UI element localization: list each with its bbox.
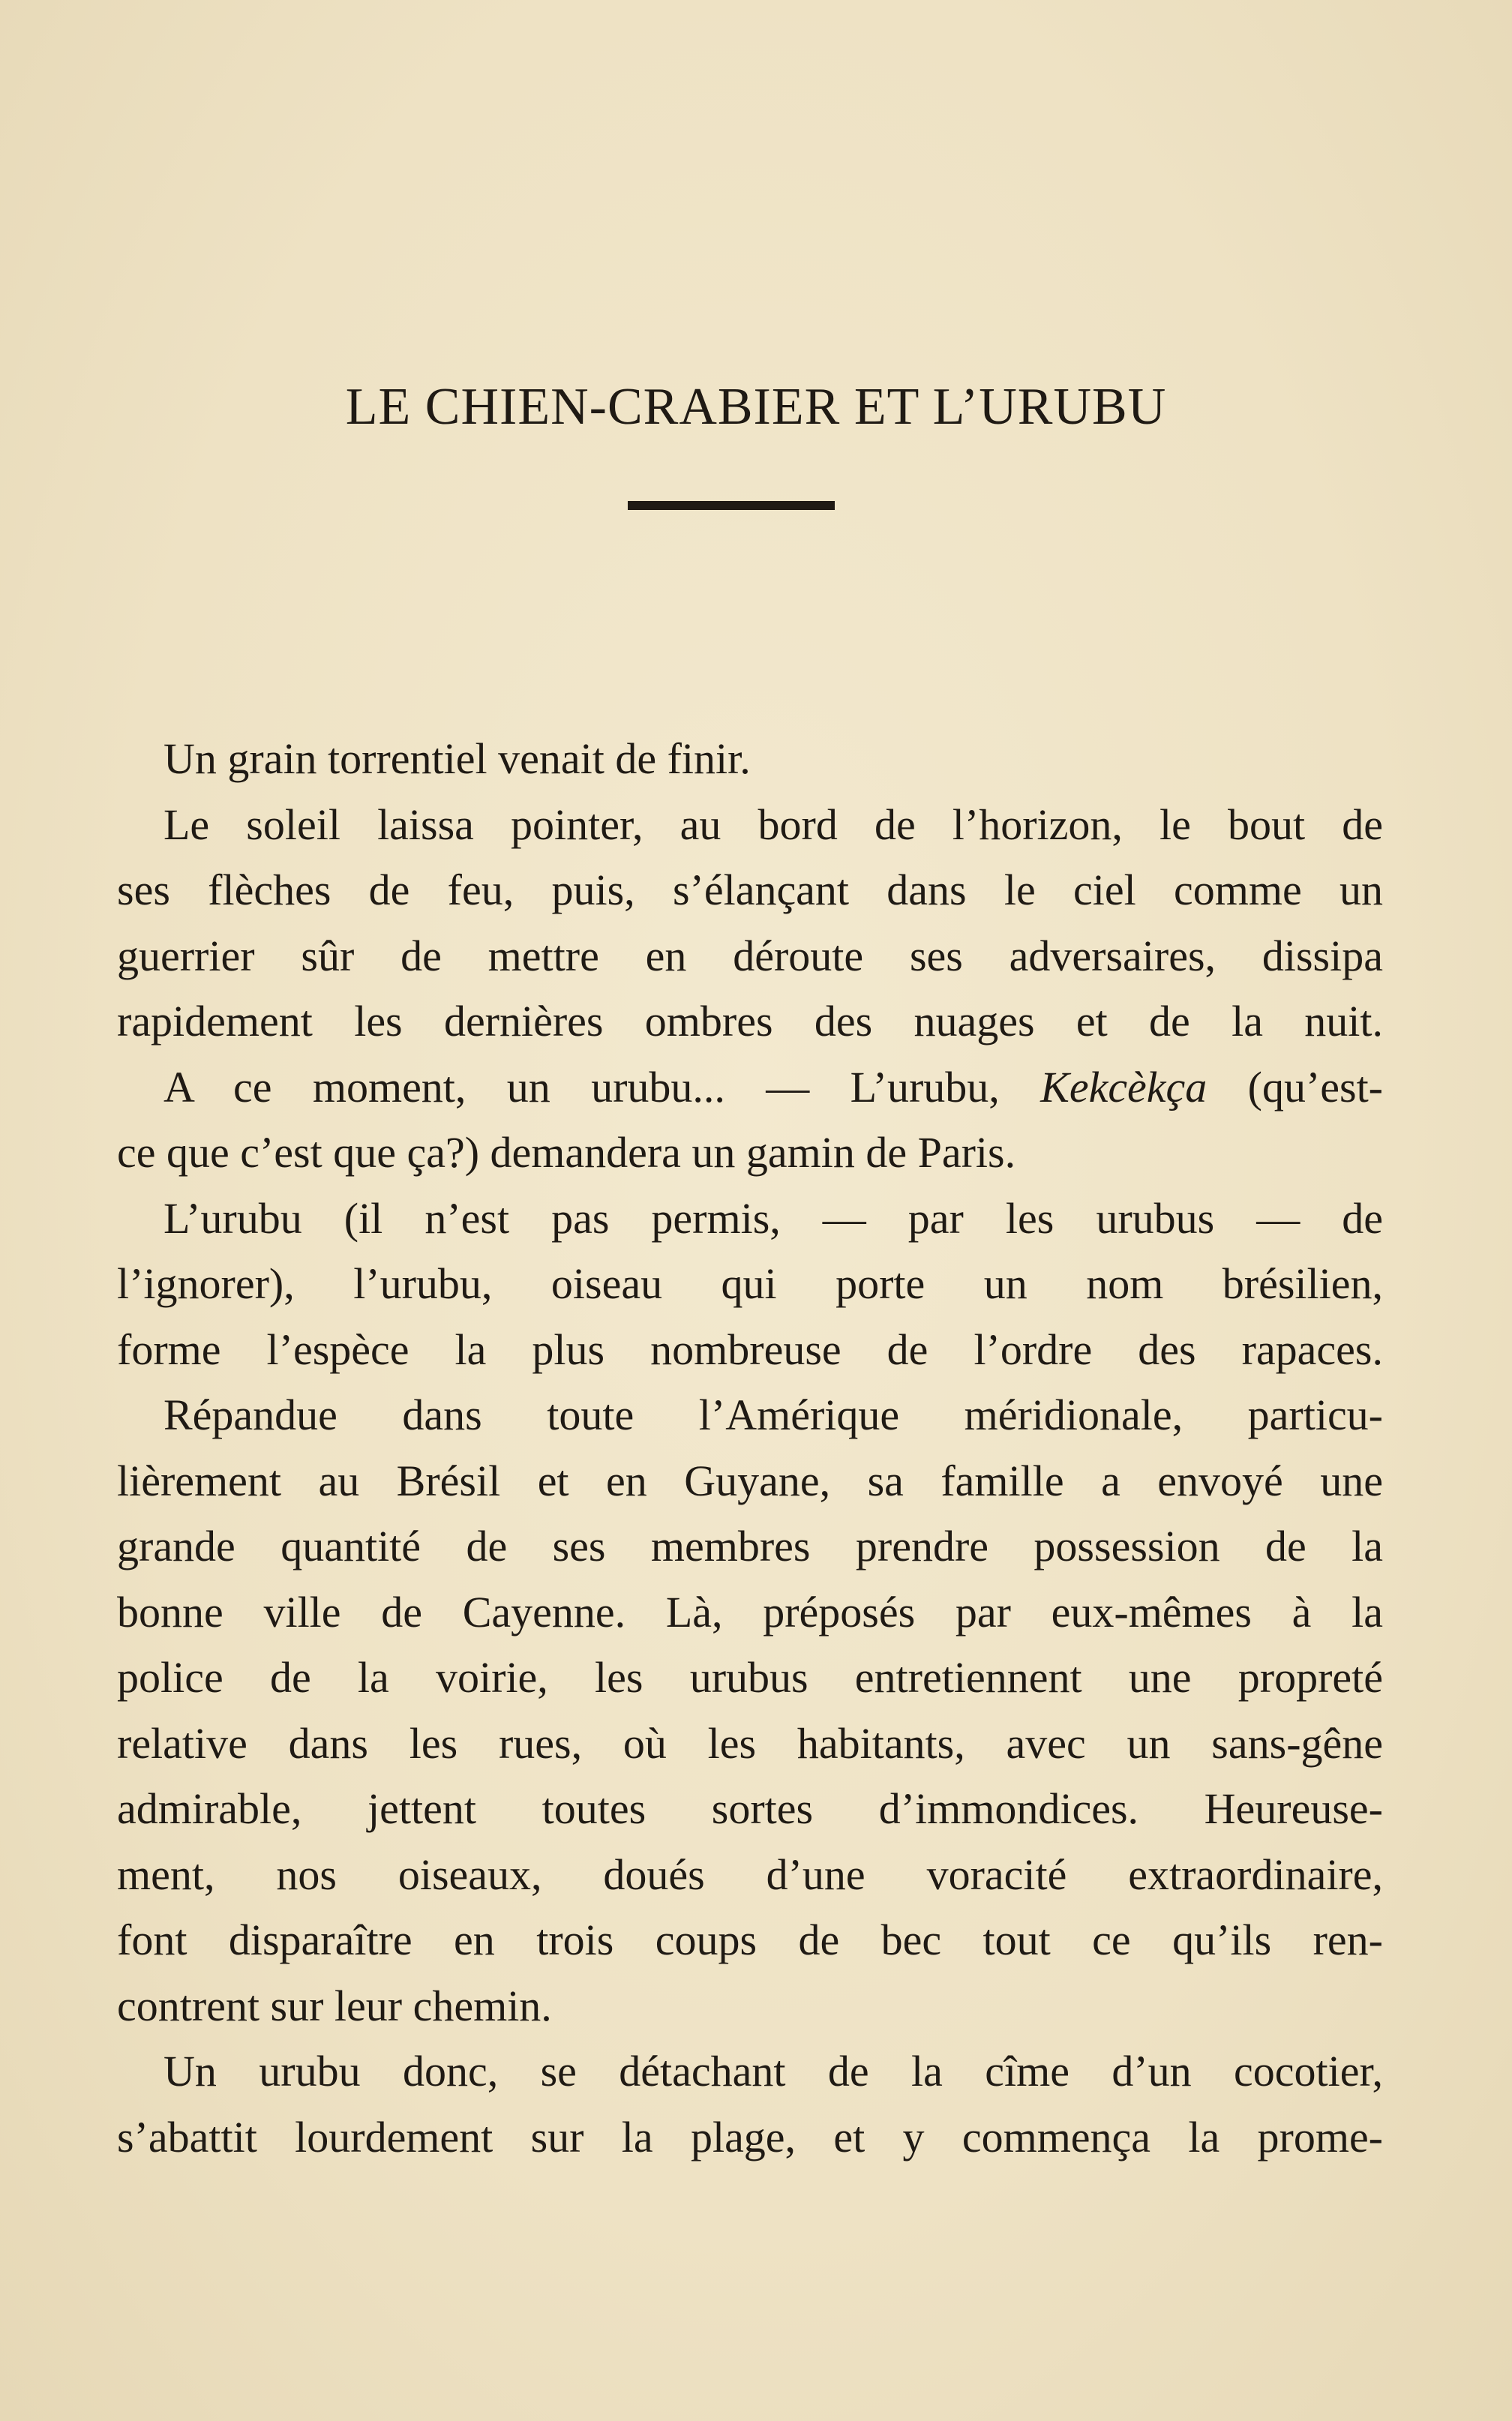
text-line: contrent sur leur chemin. [117,1981,552,2030]
text-line: ses flèches de feu, puis, s’élançant dans le ciel comme un [117,866,1383,914]
title-rule [628,501,835,510]
body-text [117,726,1383,2170]
text-line: grande quantité de ses membres prendre possession de la [117,1522,1383,1570]
text-line: lièrement au Brésil et en Guyane, sa famille a envoyé une [117,1456,1383,1505]
text-line: Le soleil laissa pointer, au bord de l’horizon, le bout de [164,800,1383,849]
text-line: police de la voirie, les urubus entretiennent une propreté [117,1653,1383,1702]
text-line: ce que c’est que ça?) demandera un gamin de Paris. [117,1128,1016,1177]
text-line: Un urubu donc, se détachant de la cîme d’un cocotier, [164,2047,1383,2096]
text-line: Un grain torrentiel venait de finir. [164,734,751,783]
text-line: bonne ville de Cayenne. Là, préposés par eux-mêmes à la [117,1587,1383,1636]
text-line: ment, nos oiseaux, doués d’une voracité extraordinaire, [117,1850,1383,1899]
text-line: forme l’espèce la plus nombreuse de l’ordre des rapaces. [117,1324,1383,1374]
text-line: rapidement les dernières ombres des nuages et de la nuit. [117,997,1383,1046]
text-run: A ce moment, un urubu... — L’urubu, [164,1062,1041,1112]
text-line: guerrier sûr de mettre en déroute ses adversaires, dissipa [117,931,1383,980]
text-line: relative dans les rues, où les habitants, avec un sans-gêne [117,1718,1383,1768]
text-line [117,1054,1383,1120]
text-run: (qu’est- [1207,1062,1384,1112]
text-line: l’ignorer), l’urubu, oiseau qui porte un nom brésilien, [117,1259,1383,1308]
text-line: font disparaître en trois coups de bec tout ce qu’ils ren- [117,1916,1383,1964]
text-line: s’abattit lourdement sur la plage, et y commença la prome- [117,2112,1383,2162]
italic-word: Kekcèkça [1040,1062,1208,1112]
text-line: admirable, jettent toutes sortes d’immondices. Heureuse- [117,1784,1383,1833]
text-line: Répandue dans toute l’Amérique méridionale, particu- [164,1390,1383,1439]
text-line: L’urubu (il n’est pas permis, — par les urubus — de [164,1193,1383,1243]
chapter-title: LE CHIEN-CRABIER ET L’URUBU [345,378,1167,436]
